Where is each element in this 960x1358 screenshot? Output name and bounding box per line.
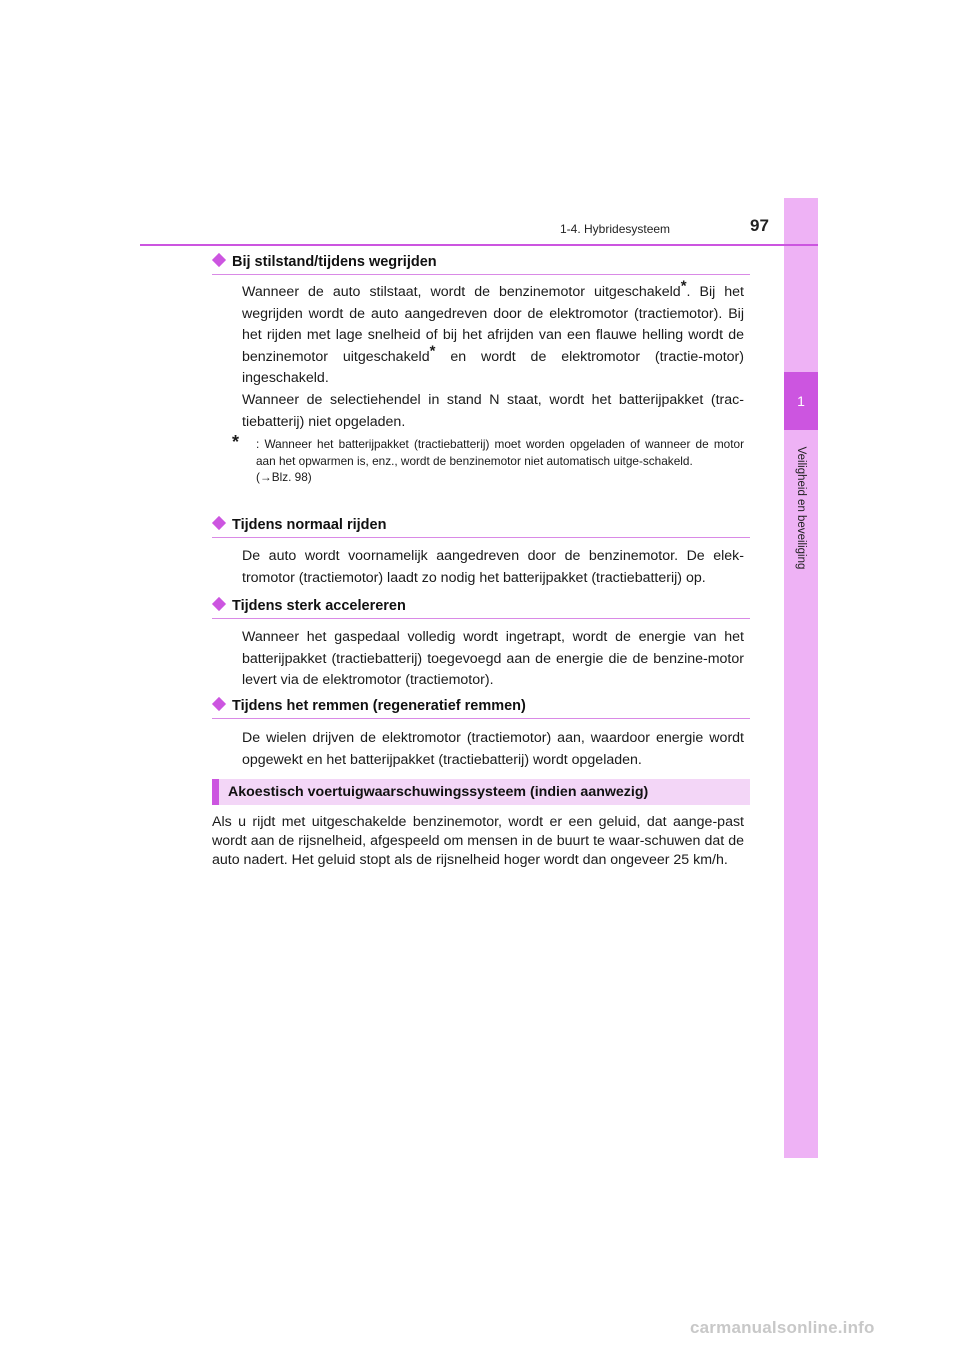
footnote-star: * (232, 432, 240, 452)
section-heading-braking: Tijdens het remmen (regeneratief remmen) (212, 698, 750, 719)
footnote-marker: * (429, 342, 436, 360)
section-heading-standstill: Bij stilstand/tijdens wegrijden (212, 254, 750, 275)
paragraph-neutral: Wanneer de selectiehendel in stand N staat, wordt het batterijpakket (trac-tiebatterij) niet opgeladen. (242, 392, 744, 430)
paragraph-standstill: Wanneer de auto stilstaat, wordt de benzinemotor uitgeschakeld*. Bij het wegrijden wordt de auto aangedreven door de elektromotor (tractiemotor). Bij het rijden met lage snelheid of bij het afrijden van een flauwe helling wordt de benzinemotor uitgeschakeld* en wordt de elektromotor (tractie-motor) ingeschakeld. (242, 277, 745, 387)
paragraph-braking: De wielen drijven de elektromotor (tractiemotor) aan, waardoor energie wordt opgewekt en het batterijpakket (tractiebatterij) wordt opgeladen. (242, 730, 744, 768)
paragraph-normal-driving: De auto wordt voornamelijk aangedreven door de benzinemotor. De elek-tromotor (tractiemotor) laadt zo nodig het batterijpakket (tractiebatterij) op. (242, 548, 744, 586)
chapter-number: 1 (784, 372, 818, 430)
diamond-bullet-icon (212, 697, 226, 711)
box-heading-acoustic-warning: Akoestisch voertuigwaarschuwingssysteem (indien aanwezig) (212, 779, 750, 805)
header-section-title: 1-4. Hybridesysteem (560, 222, 671, 236)
chapter-title: Veiligheid en beveiliging (795, 446, 807, 570)
section-heading-normal-driving: Tijdens normaal rijden (212, 517, 750, 538)
page-reference-link[interactable]: (→Blz. 98) (256, 470, 312, 485)
page-number: 97 (750, 216, 769, 235)
footnote: : Wanneer het batterijpakket (tractiebatterij) moet worden opgeladen of wanneer de motor aan het opwarmen is, enz., wordt de benzinemotor niet automatisch uitge-schakeld. (→Blz. 98) (256, 437, 744, 485)
diamond-bullet-icon (212, 253, 226, 267)
watermark: carmanualsonline.info (690, 1318, 875, 1337)
paragraph-acceleration: Wanneer het gaspedaal volledig wordt ingetrapt, wordt de energie van het batterijpakket (tractiebatterij) toegevoegd aan de energie die de benzine-motor levert via de elektromotor (tractiemotor). (242, 629, 744, 689)
diamond-bullet-icon (212, 597, 226, 611)
section-heading-acceleration: Tijdens sterk accelereren (212, 598, 750, 619)
header-rule (140, 244, 818, 246)
diamond-bullet-icon (212, 516, 226, 530)
paragraph-acoustic-warning: Als u rijdt met uitgeschakelde benzinemotor, wordt er een geluid, dat aange-past wordt aan de rijsnelheid, afgespeeld om mensen in de buurt te waar-schuwen dat de auto nadert. Het geluid stopt als de rijsnelheid hoger wordt dan ongeveer 25 km/h. (212, 814, 744, 868)
chapter-side-tab (784, 198, 818, 1158)
footnote-marker: * (680, 277, 687, 295)
